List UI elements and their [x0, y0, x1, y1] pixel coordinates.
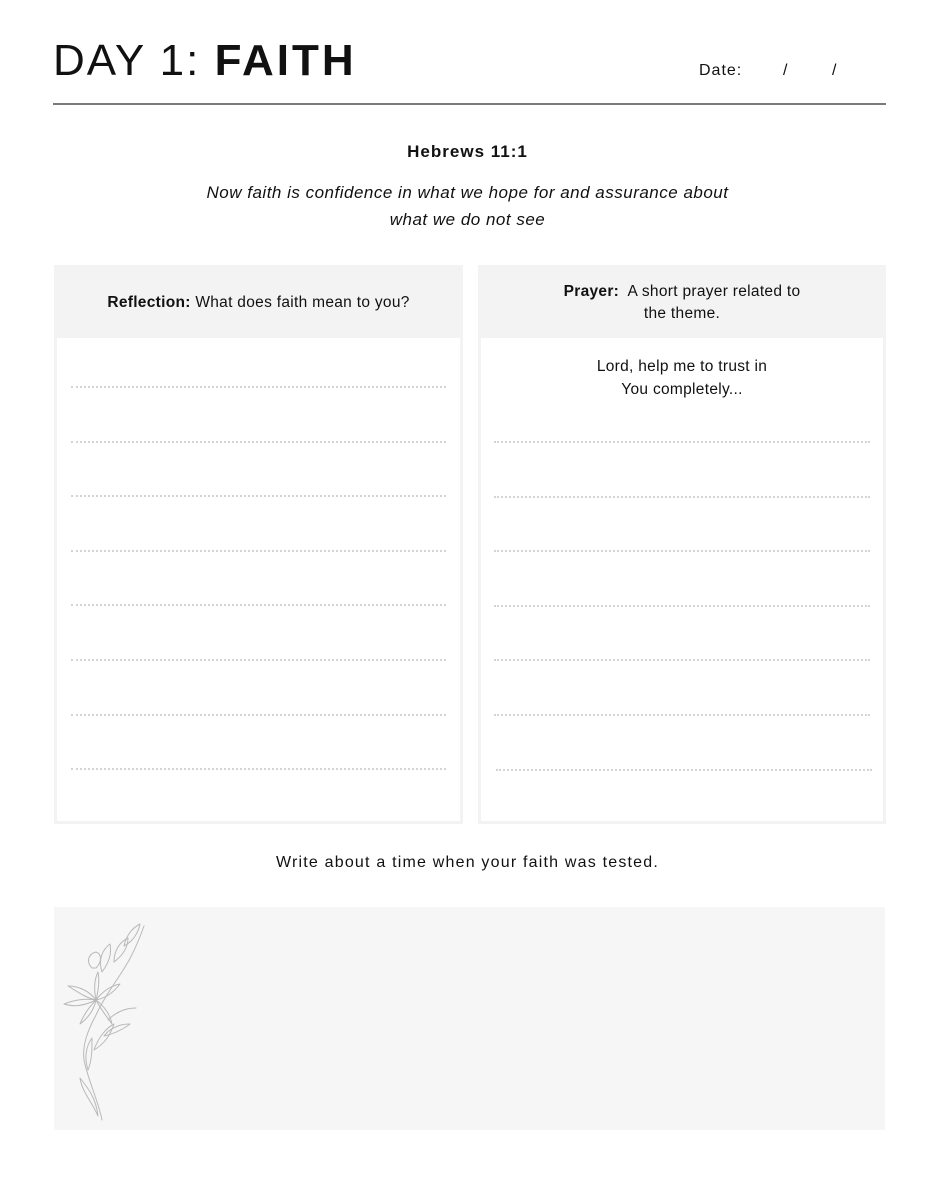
page-title — [53, 36, 357, 86]
journal-prompt: Write about a time when your faith was tested. — [275, 854, 660, 871]
scripture-reference: Hebrews 11:1 — [407, 142, 528, 161]
journal-writing-area[interactable] — [54, 907, 885, 1130]
date-field[interactable] — [699, 62, 838, 80]
sample-prayer — [481, 355, 883, 401]
prayer-header — [481, 268, 883, 338]
title-theme-word: FAITH — [214, 36, 357, 85]
writing-line[interactable] — [71, 386, 446, 388]
sample-prayer-line: You completely... — [621, 381, 743, 398]
date-separator: / — [783, 62, 789, 79]
verse-line: Now faith is confidence in what we hope for and assurance about — [206, 183, 729, 202]
date-label: Date: — [699, 62, 743, 79]
prayer-prompt: A short prayer related to — [627, 283, 801, 300]
writing-line[interactable] — [494, 441, 870, 443]
title-prefix: DAY 1: — [53, 36, 215, 85]
scripture-verse — [160, 179, 775, 233]
writing-line[interactable] — [494, 659, 870, 661]
sample-prayer-line: Lord, help me to trust in — [596, 358, 768, 375]
date-separator: / — [832, 62, 838, 79]
writing-line[interactable] — [494, 714, 870, 716]
writing-line[interactable] — [71, 550, 446, 552]
reflection-panel — [54, 265, 463, 824]
writing-line[interactable] — [71, 495, 446, 497]
verse-line: what we do not see — [389, 210, 546, 229]
writing-line[interactable] — [71, 659, 446, 661]
prayer-label: Prayer: — [563, 283, 620, 300]
flower-illustration — [58, 920, 153, 1125]
writing-line[interactable] — [71, 441, 446, 443]
writing-line[interactable] — [71, 714, 446, 716]
writing-line[interactable] — [496, 769, 872, 771]
writing-line[interactable] — [494, 605, 870, 607]
writing-line[interactable] — [494, 496, 870, 498]
writing-line[interactable] — [494, 550, 870, 552]
reflection-header — [57, 268, 460, 338]
writing-line[interactable] — [71, 604, 446, 606]
reflection-label: Reflection: — [107, 294, 191, 311]
writing-line[interactable] — [71, 768, 446, 770]
header-divider — [53, 103, 886, 105]
prayer-prompt: the theme. — [643, 305, 721, 322]
prayer-panel — [478, 265, 886, 824]
reflection-question: What does faith mean to you? — [195, 294, 410, 311]
